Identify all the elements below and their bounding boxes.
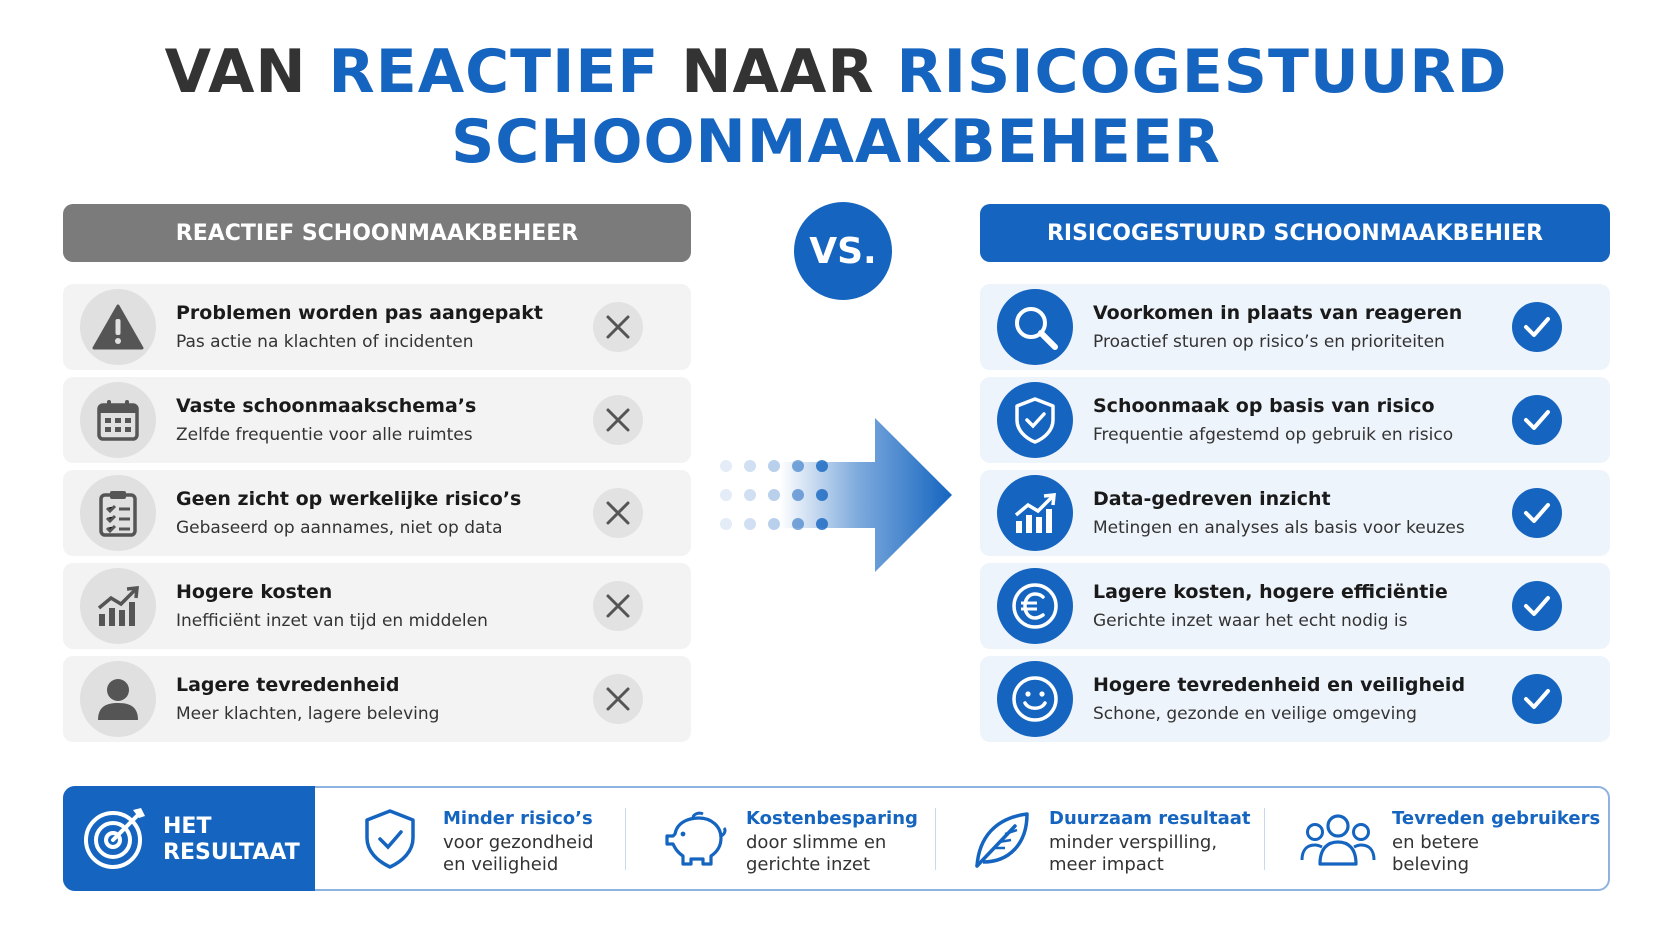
result-label-line2: RESULTAAT: [163, 840, 300, 865]
result-item-line1: en betere: [1392, 832, 1479, 853]
left-item-text: Inefficiënt inzet van tijd en middelen: [176, 611, 488, 631]
right-item-text: Metingen en analyses als basis voor keuzes: [1093, 518, 1465, 538]
right-item: [980, 563, 1610, 649]
right-item-title: Lagere kosten, hogere efficiëntie: [1093, 581, 1448, 603]
vs-badge: VS.: [794, 202, 892, 300]
left-item: [63, 656, 691, 742]
check-icon: [1512, 395, 1562, 445]
divider: [625, 808, 626, 870]
leaf-icon: [969, 808, 1033, 876]
right-item-text: Gerichte inzet waar het echt nodig is: [1093, 611, 1408, 631]
result-item-title: Minder risico’s: [443, 808, 593, 829]
transition-arrow: [710, 410, 960, 580]
right-item-title: Data-gedreven inzicht: [1093, 488, 1331, 510]
result-item-title: Kostenbesparing: [746, 808, 918, 829]
divider: [935, 808, 936, 870]
users-icon: [1300, 810, 1376, 874]
result-item-line2: en veiligheid: [443, 854, 559, 875]
left-item: [63, 470, 691, 556]
result-item: [363, 788, 663, 889]
left-item-text: Pas actie na klachten of incidenten: [176, 332, 474, 352]
result-item-line1: door slimme en: [746, 832, 887, 853]
right-column-header: RISICOGESTUURD SCHOONMAAKBEHIER: [980, 204, 1610, 262]
right-item: [980, 656, 1610, 742]
right-item-text: Proactief sturen op risico’s en prioriteiten: [1093, 332, 1445, 352]
right-item-title: Schoonmaak op basis van risico: [1093, 395, 1435, 417]
title-word-reactief: REACTIEF: [328, 37, 660, 107]
cross-icon: [593, 395, 643, 445]
title-line-2: SCHOONMAAKBEHEER: [451, 107, 1221, 177]
left-item-title: Hogere kosten: [176, 581, 333, 603]
clipboard-icon: [80, 475, 156, 551]
person-icon: [80, 661, 156, 737]
check-icon: [1512, 488, 1562, 538]
magnifier-icon: [997, 289, 1073, 365]
smiley-icon: [997, 661, 1073, 737]
result-item-line2: gerichte inzet: [746, 854, 871, 875]
check-icon: [1512, 674, 1562, 724]
shield-check-outline-icon: [363, 808, 417, 874]
cross-icon: [593, 581, 643, 631]
title-word-risicogestuurd: RISICOGESTUURD: [896, 37, 1508, 107]
left-item: [63, 284, 691, 370]
left-item: [63, 377, 691, 463]
rising-chart-icon: [80, 568, 156, 644]
title-word-naar: NAAR: [681, 37, 875, 107]
piggy-bank-icon: [663, 810, 729, 874]
right-item: [980, 284, 1610, 370]
right-item-text: Frequentie afgestemd op gebruik en risico: [1093, 425, 1454, 445]
result-item-line2: meer impact: [1049, 854, 1164, 875]
warning-icon: [80, 289, 156, 365]
result-item-title: Duurzaam resultaat: [1049, 808, 1251, 829]
euro-icon: [997, 568, 1073, 644]
cross-icon: [593, 302, 643, 352]
result-item-line1: voor gezondheid: [443, 832, 594, 853]
right-item-title: Hogere tevredenheid en veiligheid: [1093, 674, 1466, 696]
left-item-title: Problemen worden pas aangepakt: [176, 302, 543, 324]
target-icon: [81, 804, 149, 876]
result-label-line1: HET: [163, 814, 212, 839]
check-icon: [1512, 302, 1562, 352]
cross-icon: [593, 674, 643, 724]
left-item: [63, 563, 691, 649]
right-item-text: Schone, gezonde en veilige omgeving: [1093, 704, 1417, 724]
shield-check-icon: [997, 382, 1073, 458]
cross-icon: [593, 488, 643, 538]
result-item: [1300, 788, 1610, 889]
bar-chart-icon: [997, 475, 1073, 551]
right-item: [980, 470, 1610, 556]
divider: [1264, 808, 1265, 870]
result-item-line2: beleving: [1392, 854, 1470, 875]
left-item-title: Vaste schoonmaakschema’s: [176, 395, 477, 417]
check-icon: [1512, 581, 1562, 631]
right-item: [980, 377, 1610, 463]
result-item: [969, 788, 1269, 889]
result-item: [663, 788, 963, 889]
right-item-title: Voorkomen in plaats van reageren: [1093, 302, 1463, 324]
calendar-icon: [80, 382, 156, 458]
left-item-title: Lagere tevredenheid: [176, 674, 400, 696]
left-item-text: Zelfde frequentie voor alle ruimtes: [176, 425, 473, 445]
left-item-text: Meer klachten, lagere beleving: [176, 704, 440, 724]
left-item-title: Geen zicht op werkelijke risico’s: [176, 488, 522, 510]
result-bar: [63, 786, 1610, 891]
result-badge: [63, 786, 315, 891]
result-item-line1: minder verspilling,: [1049, 832, 1218, 853]
result-item-title: Tevreden gebruikers: [1392, 808, 1601, 829]
left-item-text: Gebaseerd op aannames, niet op data: [176, 518, 503, 538]
page-title: [0, 38, 1672, 178]
left-column-header: REACTIEF SCHOONMAAKBEHEER: [63, 204, 691, 262]
title-word-van: VAN: [164, 37, 307, 107]
